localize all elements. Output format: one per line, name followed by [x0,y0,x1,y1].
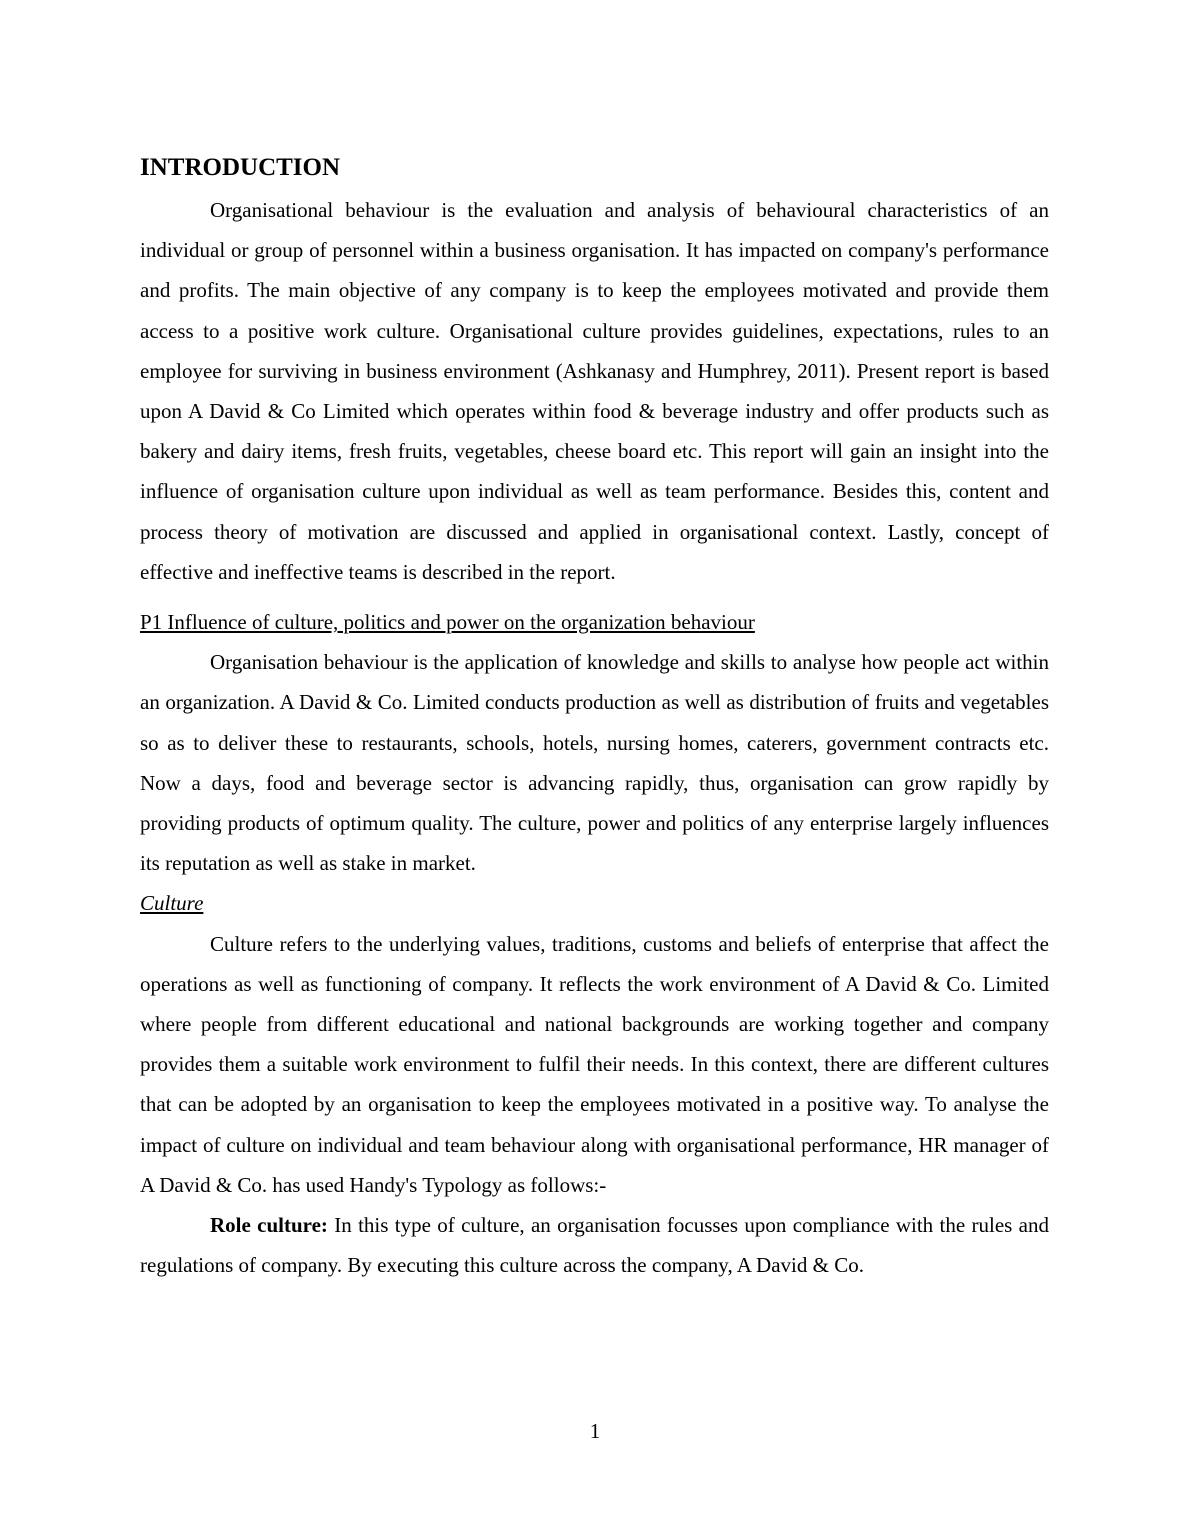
culture-subheading: Culture [140,891,204,916]
section-title-p1: P1 Influence of culture, politics and power on the organization behaviour [140,610,755,635]
page-number: 1 [589,1419,601,1443]
role-culture-paragraph [140,1205,1049,1285]
page-content [140,150,1049,1285]
role-culture-lead: Role culture: [210,1213,328,1238]
culture-paragraph: Culture refers to the underlying values, traditions, customs and beliefs of enterprise that affect the operations as well as functioning of company. It reflects the work environment of A David & Co. Limited where people from different educational and national backgrounds are working together and company provides them a suitable work environment to fulfil their needs. In this context, there are different cultures that can be adopted by an organisation to keep the employees motivated in a positive way. To analyse the impact of culture on individual and team behaviour along with organisational performance, HR manager of A David & Co. has used Handy's Typology as follows:- [140,931,1049,1197]
role-culture-text: In this type of culture, an organisation focusses upon compliance with the rules and regulations of company. By executing this culture across the company, A David & Co. [140,1213,1049,1278]
section-heading-introduction: INTRODUCTION [140,154,341,181]
p1-paragraph: Organisation behaviour is the application of knowledge and skills to analyse how people act within an organization. A David & Co. Limited conducts production as well as distribution of fruits and vegetables so as to deliver these to restaurants, schools, hotels, nursing homes, caterers, government contracts etc. Now a days, food and beverage sector is advancing rapidly, thus, organisation can grow rapidly by providing products of optimum quality. The culture, power and politics of any enterprise largely influences its reputation as well as stake in market. [140,650,1049,876]
intro-paragraph: Organisational behaviour is the evaluation and analysis of behavioural characteristics of an individual or group of personnel within a business organisation. It has impacted on company's performance and profits. The main objective of any company is to keep the employees motivated and provide them access to a positive work culture. Organisational culture provides guidelines, expectations, rules to an employee for surviving in business environment (Ashkanasy and Humphrey, 2011). Present report is based upon A David & Co Limited which operates within food & beverage industry and offer products such as bakery and dairy items, fresh fruits, vegetables, cheese board etc. This report will gain an insight into the influence of organisation culture upon individual as well as team performance. Besides this, content and process theory of motivation are discussed and applied in organisational context. Lastly, concept of effective and ineffective teams is described in the report. [140,198,1049,584]
